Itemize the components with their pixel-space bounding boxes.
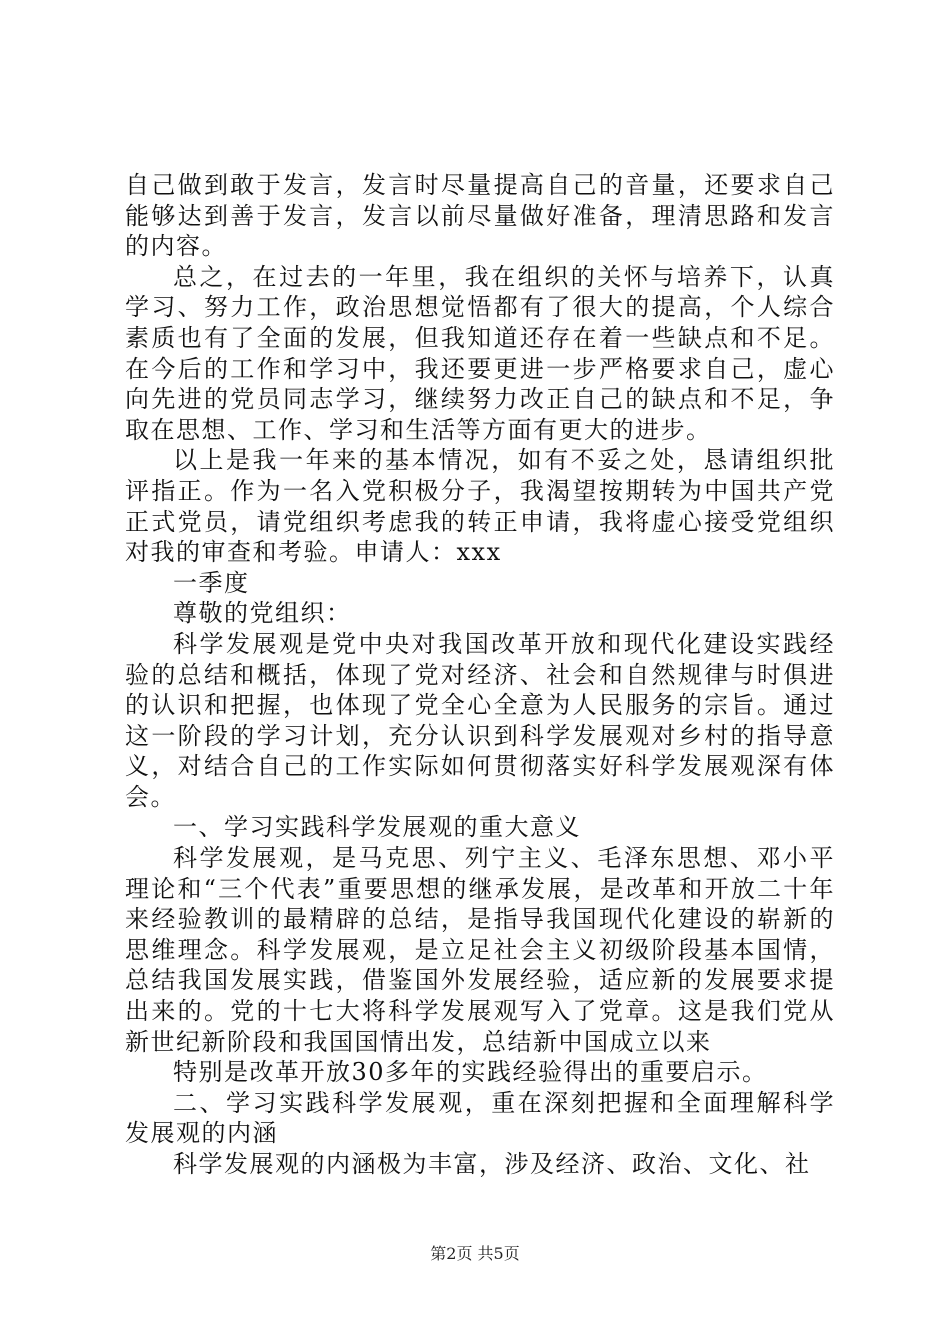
section-label: 一季度 [173, 568, 250, 597]
paragraph: 科学发展观是党中央对我国改革开放和现代化建设实践经验的总结和概括，体现了党对经济、社会和自然规律与时俱进的认识和把握，也体现了党全心全意为人民服务的宗旨。通过这一阶段的学习计划，充分认识到科学发展观对乡村的指导意义，对结合自己的工作实际如何贯彻落实好科学发展观深有体会。 [125, 629, 835, 811]
paragraph: 特别是改革开放30多年的实践经验得出的重要启示。 [173, 1058, 768, 1087]
paragraph: 总之，在过去的一年里，我在组织的关怀与培养下，认真学习、努力工作，政治思想觉悟都有了很大的提高，个人综合素质也有了全面的发展，但我知道还存在着一些缺点和不足。在今后的工作和学习中，我还要更进一步严格要求自己，虚心向先进的党员同志学习，继续努力改正自己的缺点和不足，争取在思想、工作、学习和生活等方面有更大的进步。 [125, 262, 835, 444]
page-number-footer: 第2页 共5页 [430, 1244, 520, 1263]
section-heading: 一、学习实践科学发展观的重大意义 [173, 813, 581, 842]
salutation: 尊敬的党组织： [173, 599, 352, 628]
paragraph: 以上是我一年来的基本情况，如有不妥之处，恳请组织批评指正。作为一名入党积极分子，我渴望按期转为中国共产党正式党员，请党组织考虑我的转正申请，我将虚心接受党组织对我的审查和考验。申请人：xxx [125, 446, 835, 567]
section-heading: 二、学习实践科学发展观，重在深刻把握和全面理解科学发展观的内涵 [125, 1088, 835, 1148]
paragraph: 科学发展观的内涵极为丰富，涉及经济、政治、文化、社 [173, 1150, 811, 1178]
paragraph: 自己做到敢于发言，发言时尽量提高自己的音量，还要求自己能够达到善于发言，发言以前尽量做好准备，理清思路和发言的内容。 [125, 171, 835, 261]
paragraph: 科学发展观，是马克思、列宁主义、毛泽东思想、邓小平理论和“三个代表”重要思想的继承发展，是改革和开放二十年来经验教训的最精辟的总结，是指导我国现代化建设的崭新的思维理念。科学发展观，是立足社会主义初级阶段基本国情，总结我国发展实践，借鉴国外发展经验，适应新的发展要求提出来的。党的十七大将科学发展观写入了党章。这是我们党从新世纪新阶段和我国国情出发，总结新中国成立以来 [125, 844, 835, 1056]
document-body [125, 170, 835, 1180]
